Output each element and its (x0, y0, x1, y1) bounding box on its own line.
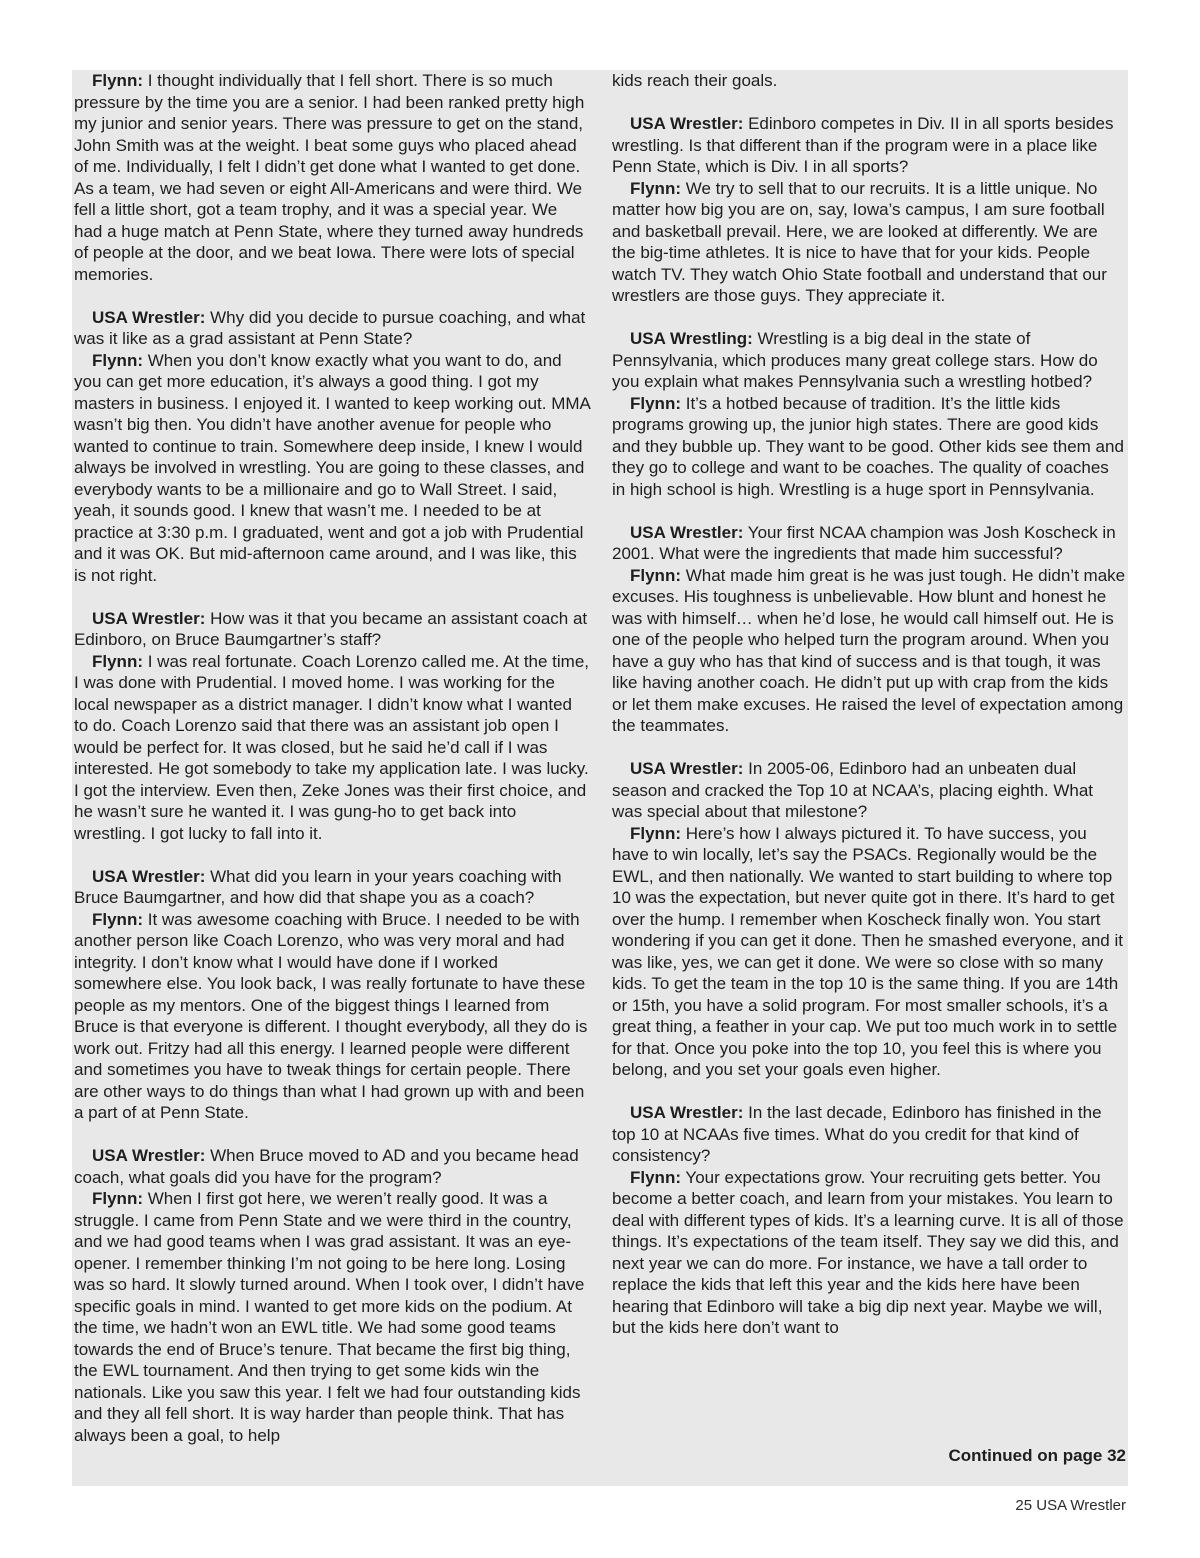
paragraph-text: kids reach their goals. (612, 71, 778, 90)
answer-paragraph (74, 909, 590, 1124)
question-paragraph (612, 113, 1126, 178)
paragraph-text: Edinboro competes in Div. II in all sports besides wrestling. Is that different than if the program were in a place like Penn State, which is Div. I in all sports? (612, 114, 1114, 176)
paragraph-text: Wrestling is a big deal in the state of Pennsylvania, which produces many great college stars. How do you explain what makes Pennsylvania such a wrestling hotbed? (612, 329, 1098, 391)
paragraph-text: I was real fortunate. Coach Lorenzo called me. At the time, I was done with Prudential. I moved home. I was working for the local newspaper as a district manager. I didn’t know what I wanted to do. Coach Lorenzo said that there was an assistant job open I would be perfect for. It was closed, but he said he’d call if I was interested. He got somebody to take my application late. I was lucky. I got the interview. Even then, Zeke Jones was their first choice, and he wasn’t sure he wanted it. I was gung-ho to get back into wrestling. I got lucky to fall into it. (74, 651, 590, 843)
speaker-label: USA Wrestler: (92, 1146, 206, 1165)
continued-paragraph (612, 70, 1126, 92)
paragraph-text: In 2005-06, Edinboro had an unbeaten dual season and cracked the Top 10 at NCAA’s, placing eighth. What was special about that milestone? (612, 759, 1094, 821)
answer-paragraph (74, 651, 590, 845)
question-paragraph (74, 1145, 590, 1188)
question-paragraph (612, 328, 1126, 393)
paragraph-text: Why did you decide to pursue coaching, and what was it like as a grad assistant at Penn State? (74, 307, 586, 348)
page-folio: 25 USA Wrestler (1015, 1497, 1126, 1514)
paragraph-text: It’s a hotbed because of tradition. It’s the little kids programs growing up, the junior high states. There are good kids and they bubble up. They want to be good. Other kids see them and they go to college and want to be coaches. The quality of coaches in high school is high. Wrestling is a huge sport in Pennsylvania. (612, 393, 1124, 499)
answer-paragraph (74, 350, 590, 587)
question-paragraph (74, 307, 590, 350)
paragraph-text: When you don’t know exactly what you want to do, and you can get more education, it’s always a good thing. I got my masters in business. I enjoyed it. I wanted to keep working out. MMA wasn’t big then. You didn’t have another avenue for people who wanted to continue to train. Somewhere deep inside, I knew I would always be involved in wrestling. You are going to these classes, and everybody wants to be a millionaire and go to Wall Street. I said, yeah, it sounds good. I knew that wasn’t me. I needed to be at practice at 3:30 p.m. I graduated, went and got a job with Prudential and it was OK. But mid-afternoon came around, and I was like, this is not right. (74, 350, 590, 585)
question-paragraph (612, 1102, 1126, 1167)
answer-paragraph (74, 1188, 590, 1446)
paragraph-text: When I first got here, we weren’t really good. It was a struggle. I came from Penn State and we were third in the country, and we had good teams when I was grad assistant. It was an eye-opener. I remember thinking I’m not going to be here long. Losing was so hard. It slowly turned around. When I took over, I didn’t have specific goals in mind. I wanted to get more kids on the podium. At the time, we hadn’t won an EWL title. We had some good teams towards the end of Bruce’s tenure. That became the first big thing, the EWL tournament. And then trying to get some kids win the nationals. Like you saw this year. I felt we had four outstanding kids and they all fell short. It is way harder than people think. That has always been a goal, to help (74, 1189, 585, 1445)
paragraph-text: When Bruce moved to AD and you became head coach, what goals did you have for the program? (74, 1146, 579, 1187)
speaker-label: USA Wrestler: (630, 1103, 744, 1122)
continued-on-page-note: Continued on page 32 (948, 1446, 1126, 1465)
question-paragraph (612, 522, 1126, 565)
question-paragraph (612, 758, 1126, 823)
speaker-label: Flynn: (630, 1167, 681, 1187)
speaker-label: Flynn: (92, 71, 143, 90)
paragraph-text: What did you learn in your years coaching with Bruce Baumgartner, and how did that shape you as a coach? (74, 866, 562, 907)
speaker-label: Flynn: (630, 393, 681, 413)
speaker-label: USA Wrestling: (630, 329, 753, 348)
question-paragraph (74, 866, 590, 909)
paragraph-text: What made him great is he was just tough. He didn’t make excuses. His toughness is unbelievable. How blunt and honest he was with himself… when he’d lose, he would call himself out. He is one of the people who helped turn the program around. When you have a guy who has that kind of success and is that tough, it was like having another coach. He didn’t put up with crap from the kids or let them make excuses. He raised the level of expectation among the teammates. (612, 565, 1126, 735)
paragraph-text: Here’s how I always pictured it. To have success, you have to win locally, let’s say the PSACs. Regionally would be the EWL, and then nationally. We wanted to start building to where top 10 was the expectation, but never quite got in there. It’s hard to get over the hump. I remember when Koscheck finally won. You start wondering if you can get it done. Then he smashed everyone, and it was like, yes, we can get it done. We were so close with so many kids. To get the team in the top 10 is the same thing. If you are 14th or 15th, you have a solid program. For most smaller schools, it’s a great thing, a feather in your cap. We put too much work in to settle for that. Once you poke into the top 10, you feel this is where you belong, and you set your goals even higher. (612, 823, 1123, 1079)
speaker-label: USA Wrestler: (630, 114, 744, 133)
question-paragraph (74, 608, 590, 651)
speaker-label: USA Wrestler: (92, 307, 206, 327)
speaker-label: USA Wrestler: (92, 608, 206, 628)
answer-paragraph (612, 178, 1126, 307)
speaker-label: Flynn: (630, 565, 681, 585)
speaker-label: USA Wrestler: (630, 759, 744, 778)
speaker-label: Flynn: (630, 823, 681, 843)
answer-paragraph (612, 823, 1126, 1081)
answer-paragraph (612, 1167, 1126, 1339)
answer-paragraph (612, 565, 1126, 737)
paragraph-text: How was it that you became an assistant coach at Edinboro, on Bruce Baumgartner’s staff? (74, 608, 588, 649)
speaker-label: Flynn: (92, 350, 143, 370)
answer-paragraph (612, 393, 1126, 501)
paragraph-text: I thought individually that I fell short. There is so much pressure by the time you are a senior. I had been ranked pretty high my junior and senior years. There was pressure to get on the stand, John Smith was at the weight. I beat some guys who placed ahead of me. Individually, I felt I didn’t get done what I wanted to get done. As a team, we had seven or eight All-Americans and were third. We fell a little short, got a team trophy, and it was a special year. We had a huge match at Penn State, where they turned away hundreds of people at the door, and we beat Iowa. There were lots of special memories. (74, 71, 585, 284)
speaker-label: Flynn: (92, 909, 143, 929)
paragraph-text: We try to sell that to our recruits. It is a little unique. No matter how big you are on, say, Iowa’s campus, I am sure football and basketball prevail. Here, we are looked at differently. We are the big-time athletes. It is nice to have that for your kids. People watch TV. They watch Ohio State football and understand that our wrestlers are those guys. They appreciate it. (612, 178, 1107, 305)
speaker-label: USA Wrestler: (630, 522, 744, 542)
answer-paragraph (74, 70, 590, 285)
speaker-label: Flynn: (92, 1189, 143, 1208)
speaker-label: Flynn: (92, 651, 143, 671)
speaker-label: Flynn: (630, 178, 681, 198)
left-column (74, 70, 590, 1446)
paragraph-text: Your first NCAA champion was Josh Koscheck in 2001. What were the ingredients that made him successful? (612, 522, 1116, 563)
paragraph-text: Your expectations grow. Your recruiting gets better. You become a better coach, and learn from your mistakes. You learn to deal with different types of kids. It’s a learning curve. It is all of those things. It’s expectations of the team itself. They say we did this, and next year we can do more. For instance, we have a tall order to replace the kids that left this year and the kids here have been hearing that Edinboro will take a big dip next year. Maybe we will, but the kids here don’t want to (612, 1167, 1124, 1337)
right-column (612, 70, 1126, 1339)
paragraph-text: In the last decade, Edinboro has finished in the top 10 at NCAAs five times. What do you credit for that kind of consistency? (612, 1103, 1102, 1165)
paragraph-text: It was awesome coaching with Bruce. I needed to be with another person like Coach Lorenzo, who was very moral and had integrity. I don’t know what I would have done if I worked somewhere else. You look back, I was really fortunate to have these people as my mentors. One of the biggest things I learned from Bruce is that everyone is different. I thought everybody, all they do is work out. Fritzy had all this energy. I learned people were different and sometimes you have to tweak things for certain people. There are other ways to do things than what I had grown up with and been a part of at Penn State. (74, 909, 588, 1122)
speaker-label: USA Wrestler: (92, 866, 206, 886)
